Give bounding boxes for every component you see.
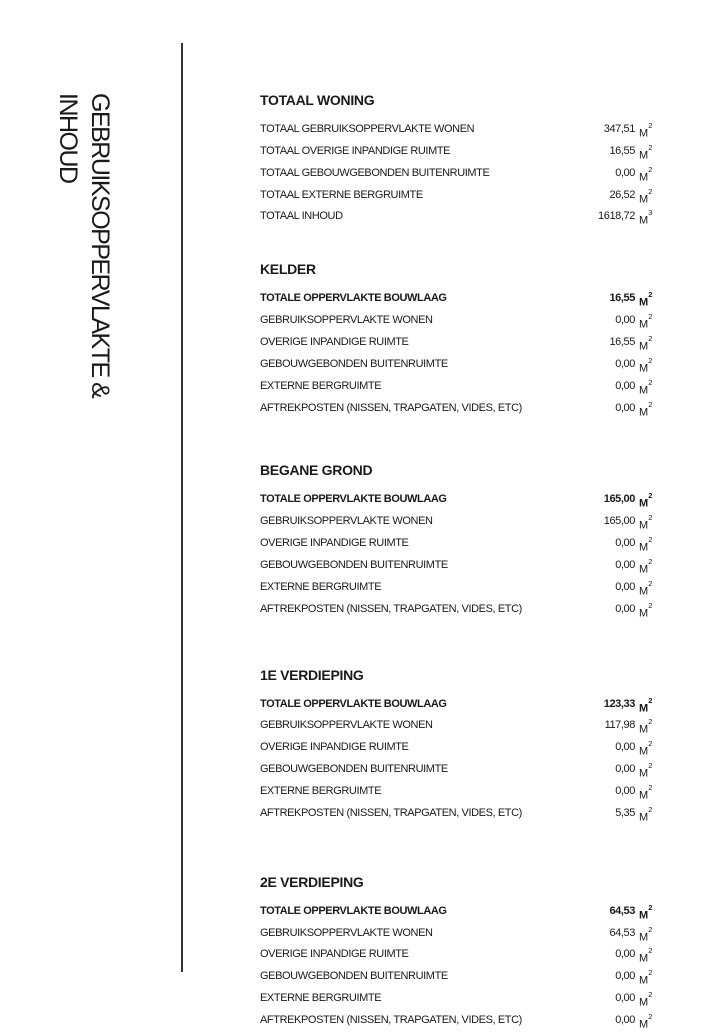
unit-exponent: 2 [648, 334, 653, 344]
row-value: 0,00 [615, 401, 635, 414]
table-row [260, 165, 657, 187]
row-unit [639, 805, 657, 827]
row-unit [639, 208, 657, 230]
unit-exponent: 2 [648, 513, 653, 523]
unit-exponent: 2 [648, 924, 653, 934]
unit-base: M [639, 702, 648, 715]
row-value: 0,00 [615, 741, 635, 754]
section [260, 873, 657, 1034]
unit-exponent: 2 [648, 761, 653, 771]
row-unit [639, 990, 657, 1012]
row-unit [639, 356, 657, 378]
unit-exponent: 2 [648, 902, 653, 912]
table-row [260, 378, 657, 400]
unit-exponent: 2 [648, 695, 653, 705]
row-label: GEBOUWGEBONDEN BUITENRUIMTE [260, 357, 448, 370]
row-value: 0,00 [615, 559, 635, 572]
row-value: 0,00 [615, 1014, 635, 1027]
table-row [260, 579, 657, 601]
unit-base: M [639, 931, 648, 944]
row-unit [639, 696, 657, 718]
row-value: 64,53 [609, 904, 635, 917]
unit-base: M [639, 724, 648, 737]
table-row [260, 968, 657, 990]
row-label: OVERIGE INPANDIGE RUIMTE [260, 537, 409, 550]
section-title: TOTAAL WONING [260, 92, 375, 108]
row-unit [639, 491, 657, 513]
table-row [260, 143, 657, 165]
row-label: TOTAAL EXTERNE BERGRUIMTE [260, 188, 423, 201]
row-unit [639, 187, 657, 209]
unit-base: M [639, 519, 648, 532]
unit-base: M [639, 563, 648, 576]
row-label: AFTREKPOSTEN (NISSEN, TRAPGATEN, VIDES, ETC) [260, 401, 522, 414]
section-title: KELDER [260, 261, 316, 278]
unit-base: M [639, 1018, 648, 1031]
table-row [260, 990, 657, 1012]
row-unit [639, 739, 657, 761]
unit-base: M [639, 607, 648, 620]
row-unit [639, 968, 657, 990]
row-value: 16,55 [609, 336, 635, 349]
table-row [260, 334, 657, 356]
row-label: GEBOUWGEBONDEN BUITENRUIMTE [260, 763, 448, 776]
row-label: AFTREKPOSTEN (NISSEN, TRAPGATEN, VIDES, ETC) [260, 806, 522, 819]
unit-base: M [639, 975, 648, 987]
row-label: TOTAAL GEBRUIKSOPPERVLAKTE WONEN [260, 123, 475, 135]
table-row [260, 903, 657, 925]
table-row [260, 696, 657, 718]
table-row [260, 717, 657, 739]
row-unit [639, 378, 657, 400]
unit-exponent: 2 [648, 535, 653, 545]
row-unit [639, 557, 657, 579]
row-unit [639, 1012, 657, 1034]
unit-base: M [639, 909, 648, 922]
content [260, 91, 657, 1034]
table-row [260, 121, 657, 143]
table-row [260, 557, 657, 579]
section-title: 1E VERDIEPING [260, 666, 364, 683]
table-row [260, 761, 657, 783]
row-value: 0,00 [615, 992, 635, 1005]
row-unit [639, 312, 657, 334]
unit-base: M [639, 362, 648, 375]
unit-exponent: 2 [648, 312, 653, 322]
unit-base: M [639, 171, 648, 184]
row-label: GEBRUIKSOPPERVLAKTE WONEN [260, 926, 433, 939]
section [260, 461, 657, 622]
row-value: 5,35 [615, 806, 635, 819]
table-row [260, 491, 657, 513]
row-unit [639, 290, 657, 312]
row-value: 0,00 [615, 357, 635, 370]
unit-exponent: 2 [648, 578, 653, 588]
row-value: 0,00 [615, 314, 635, 327]
row-unit [639, 143, 657, 165]
row-label: EXTERNE BERGRUIMTE [260, 992, 382, 1005]
row-value: 26,52 [609, 188, 635, 201]
unit-base: M [639, 296, 648, 309]
row-label: TOTALE OPPERVLAKTE BOUWLAAG [260, 697, 447, 710]
unit-exponent: 2 [648, 399, 653, 409]
row-unit [639, 783, 657, 805]
unit-exponent: 2 [648, 377, 653, 387]
table-row [260, 946, 657, 968]
unit-exponent: 2 [648, 557, 653, 567]
table-row [260, 187, 657, 209]
section-title: BEGANE GROND [260, 462, 373, 479]
row-label: AFTREKPOSTEN (NISSEN, TRAPGATEN, VIDES, ETC) [260, 602, 522, 615]
unit-exponent: 2 [648, 968, 653, 978]
unit-base: M [639, 996, 648, 1009]
section [260, 666, 657, 827]
row-value: 347,51 [603, 123, 635, 135]
row-unit [639, 903, 657, 925]
row-label: GEBRUIKSOPPERVLAKTE WONEN [260, 314, 433, 327]
row-value: 0,00 [615, 948, 635, 961]
unit-base: M [639, 406, 648, 419]
unit-exponent: 2 [648, 186, 653, 196]
unit-exponent: 2 [648, 804, 653, 814]
row-unit [639, 925, 657, 947]
row-label: TOTALE OPPERVLAKTE BOUWLAAG [260, 493, 447, 506]
section [260, 91, 657, 230]
unit-base: M [639, 340, 648, 353]
section-title: 2E VERDIEPING [260, 873, 364, 890]
vertical-title-line2: INHOUD [54, 93, 82, 183]
row-value: 0,00 [615, 602, 635, 615]
unit-base: M [639, 149, 648, 162]
vertical-title-line1: GEBRUIKSOPPERVLAKTE & [86, 93, 114, 398]
row-value: 1618,72 [598, 210, 635, 223]
unit-exponent: 2 [648, 717, 653, 727]
row-unit [639, 334, 657, 356]
row-unit [639, 579, 657, 601]
row-label: TOTAAL OVERIGE INPANDIGE RUIMTE [260, 144, 451, 157]
row-value: 165,00 [603, 493, 635, 506]
unit-exponent: 2 [648, 739, 653, 749]
row-unit [639, 601, 657, 623]
row-value: 0,00 [615, 763, 635, 776]
unit-base: M [639, 215, 648, 228]
unit-exponent: 2 [648, 164, 653, 174]
unit-exponent: 2 [648, 142, 653, 152]
table-row [260, 535, 657, 557]
row-value: 117,98 [604, 719, 635, 732]
unit-base: M [639, 193, 648, 206]
row-unit [639, 761, 657, 783]
row-label: EXTERNE BERGRUIMTE [260, 379, 382, 392]
unit-base: M [639, 585, 648, 598]
row-unit [639, 535, 657, 557]
row-label: GEBRUIKSOPPERVLAKTE WONEN [260, 515, 433, 528]
table-row [260, 290, 657, 312]
row-label: TOTALE OPPERVLAKTE BOUWLAAG [260, 292, 447, 305]
row-value: 0,00 [615, 785, 635, 798]
table-row [260, 400, 657, 422]
row-value: 165,00 [603, 515, 635, 528]
unit-base: M [639, 127, 648, 140]
table-row [260, 601, 657, 623]
row-label: OVERIGE INPANDIGE RUIMTE [260, 336, 409, 349]
row-unit [639, 400, 657, 422]
unit-base: M [639, 318, 648, 331]
row-label: EXTERNE BERGRUIMTE [260, 785, 382, 798]
row-label: TOTAAL INHOUD [260, 210, 343, 223]
row-value: 16,55 [609, 144, 635, 157]
row-unit [639, 513, 657, 535]
row-label: GEBOUWGEBONDEN BUITENRUIMTE [260, 970, 448, 983]
row-label: EXTERNE BERGRUIMTE [260, 580, 382, 593]
unit-exponent: 2 [648, 355, 653, 365]
row-unit [639, 717, 657, 739]
table-row [260, 312, 657, 334]
unit-exponent: 2 [648, 121, 653, 130]
section [260, 260, 657, 421]
table-row [260, 1012, 657, 1034]
row-label: GEBOUWGEBONDEN BUITENRUIMTE [260, 559, 448, 572]
row-value: 0,00 [615, 537, 635, 550]
unit-exponent: 2 [648, 491, 653, 501]
unit-base: M [639, 498, 648, 511]
row-unit [639, 946, 657, 968]
unit-exponent: 2 [648, 290, 653, 300]
table-row [260, 925, 657, 947]
table-row [260, 783, 657, 805]
row-value: 0,00 [615, 166, 635, 179]
table-row [260, 805, 657, 827]
vertical-divider-line [181, 43, 183, 972]
row-value: 123,33 [603, 697, 635, 710]
row-value: 0,00 [615, 580, 635, 593]
table-row [260, 208, 657, 230]
row-value: 0,00 [615, 970, 635, 983]
table-row [260, 356, 657, 378]
unit-base: M [639, 811, 648, 824]
row-value: 64,53 [609, 926, 635, 939]
unit-exponent: 2 [648, 1012, 653, 1022]
row-label: GEBRUIKSOPPERVLAKTE WONEN [260, 719, 433, 732]
unit-exponent: 3 [648, 208, 653, 218]
unit-base: M [639, 541, 648, 554]
row-unit [639, 165, 657, 187]
unit-base: M [639, 953, 648, 966]
row-label: TOTALE OPPERVLAKTE BOUWLAAG [260, 904, 447, 917]
row-label: TOTAAL GEBOUWGEBONDEN BUITENRUIMTE [260, 166, 490, 179]
table-row [260, 513, 657, 535]
row-label: AFTREKPOSTEN (NISSEN, TRAPGATEN, VIDES, ETC) [260, 1014, 522, 1027]
unit-exponent: 2 [648, 783, 653, 793]
row-unit [639, 121, 657, 143]
row-label: OVERIGE INPANDIGE RUIMTE [260, 948, 409, 961]
table-row [260, 739, 657, 761]
row-label: OVERIGE INPANDIGE RUIMTE [260, 741, 409, 754]
unit-exponent: 2 [648, 946, 653, 956]
unit-base: M [639, 384, 648, 397]
unit-base: M [639, 745, 648, 758]
unit-exponent: 2 [648, 990, 653, 1000]
document-vertical-title [52, 93, 116, 397]
row-value: 0,00 [615, 379, 635, 392]
row-value: 16,55 [609, 292, 635, 305]
unit-base: M [639, 767, 648, 780]
unit-base: M [639, 789, 648, 802]
unit-exponent: 2 [648, 600, 653, 610]
